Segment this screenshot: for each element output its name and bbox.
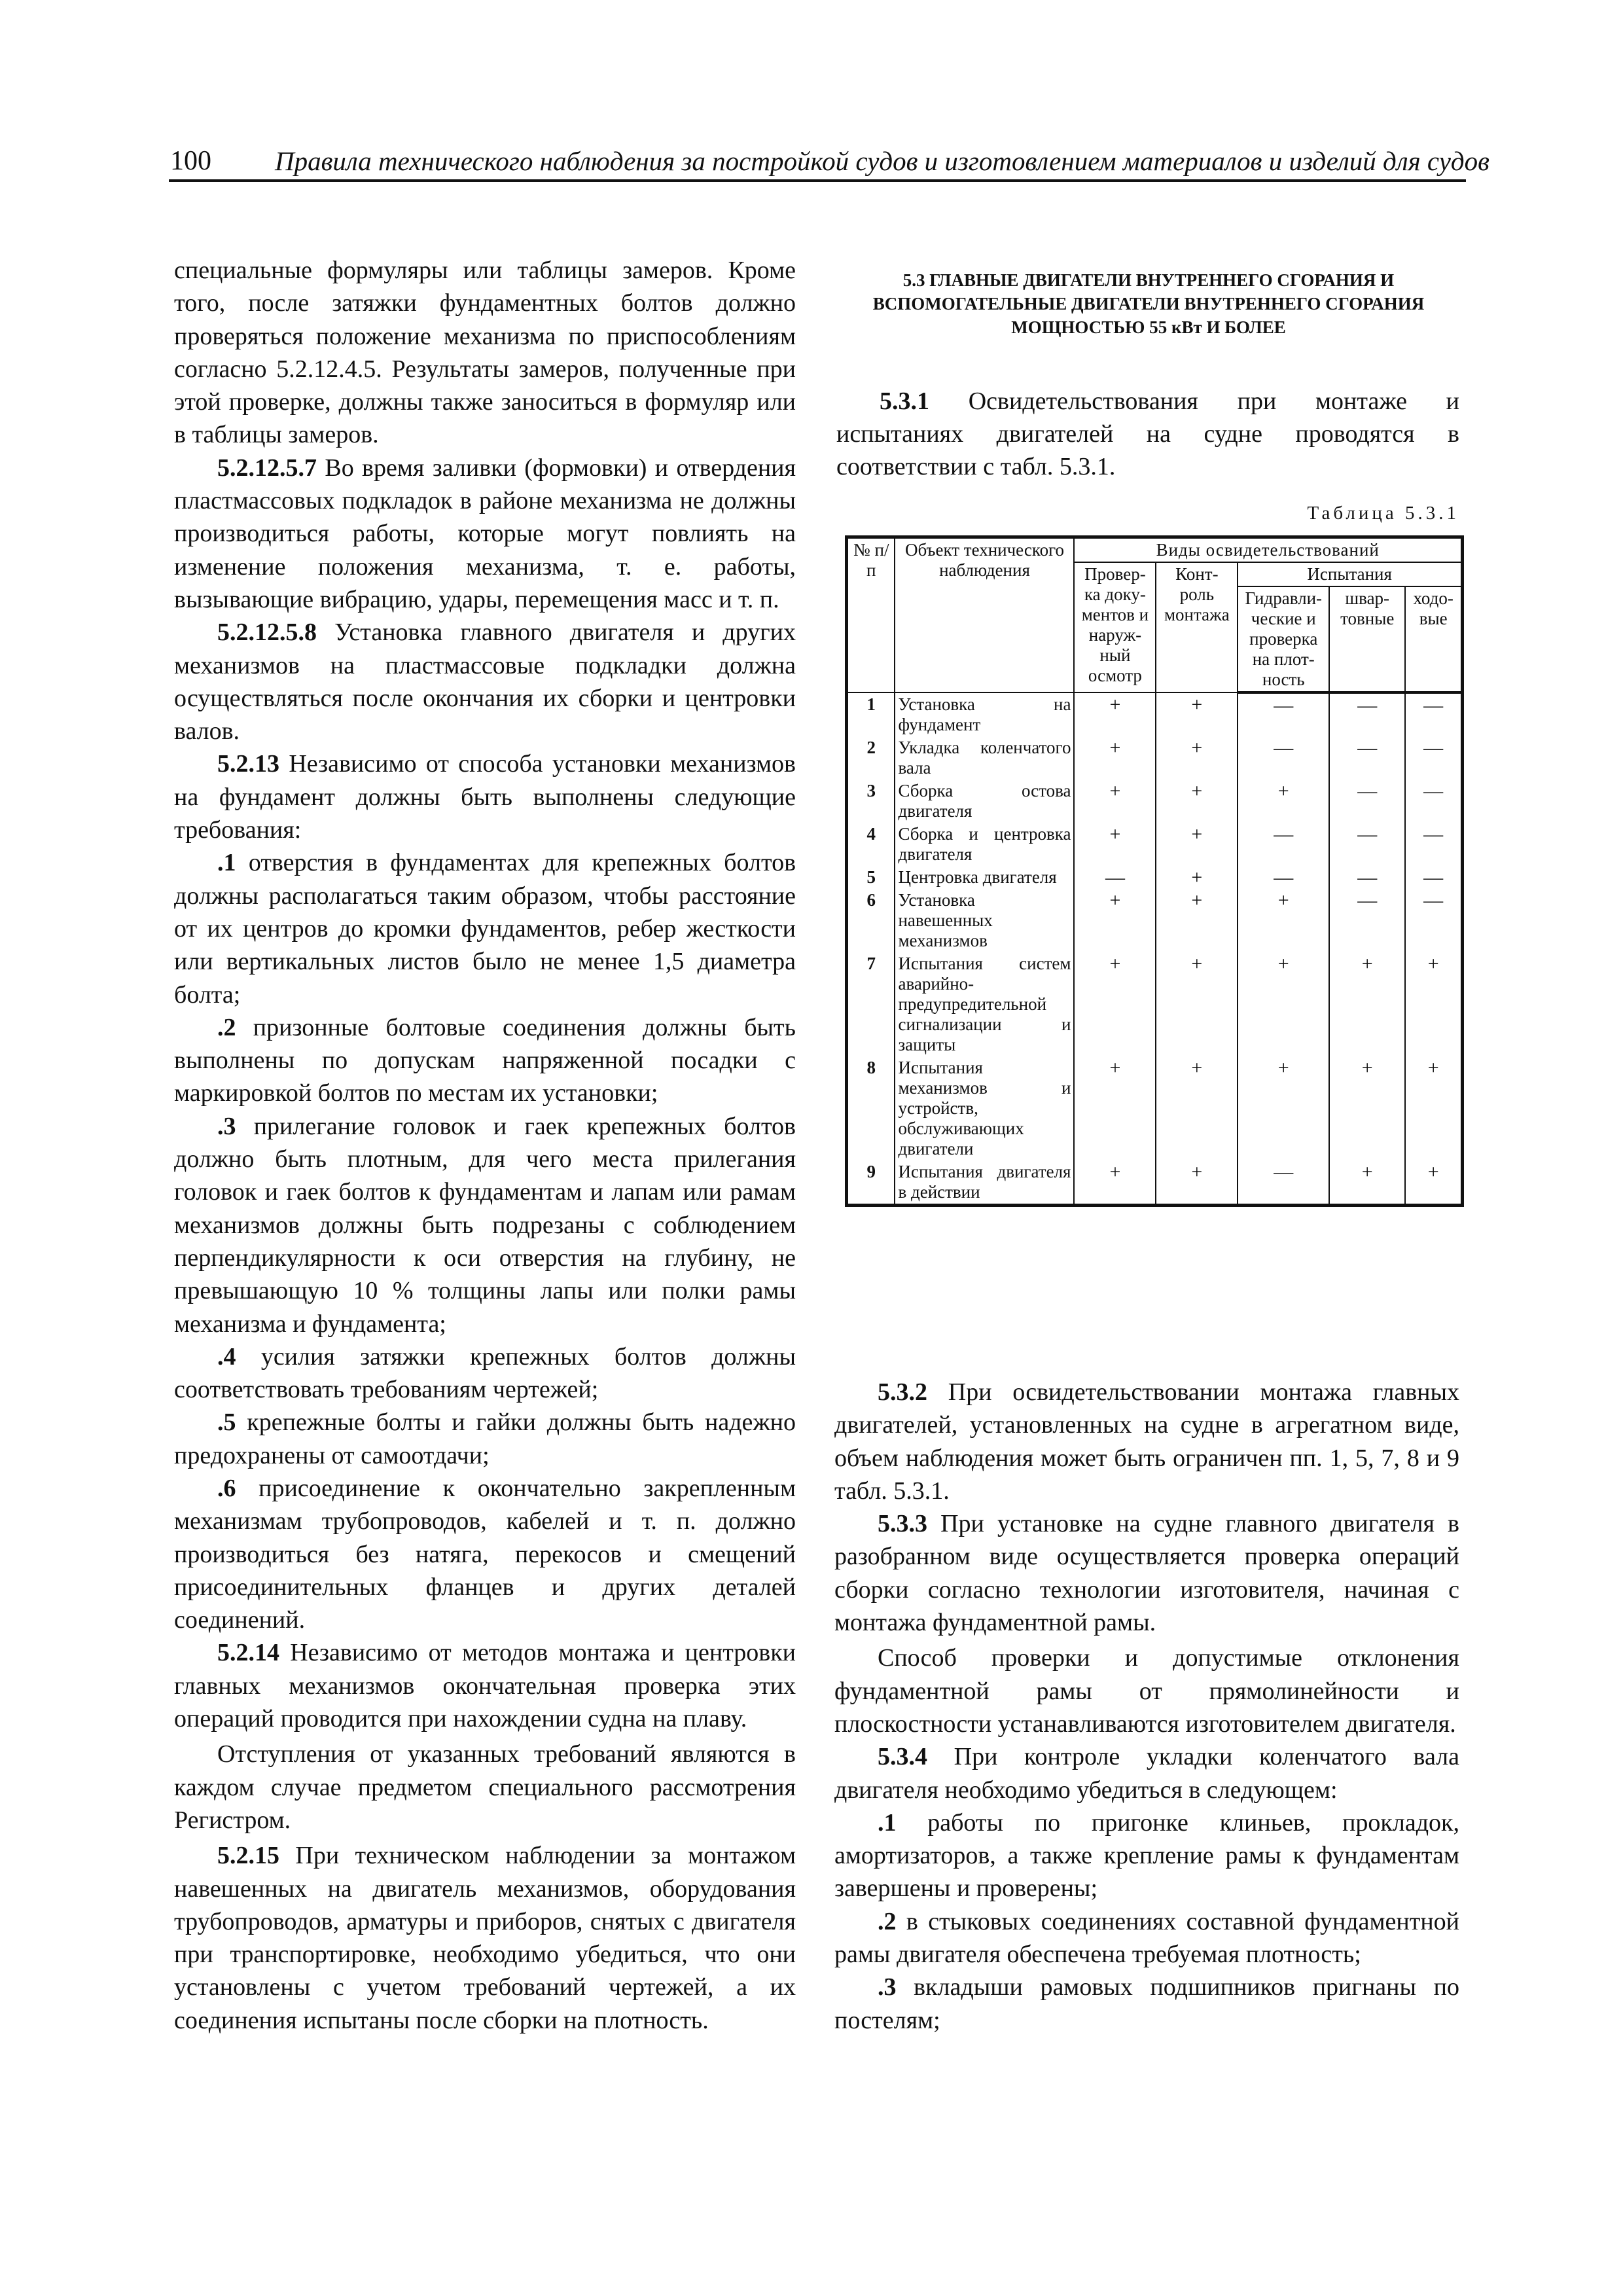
header-sea: ходо-вые: [1405, 586, 1462, 692]
paragraph: .4 усилия затяжки крепежных болтов должны соответствовать требованиям чертежей;: [174, 1342, 796, 1404]
table-row: 3 Сборка остова двигателя + + + — —: [847, 780, 1463, 823]
paragraph: специальные формуляры или таблицы замеров. Кроме того, после затяжки фундаментных болтов должно проверяться положение механизма по приспособлениям согласно 5.2.12.4.5. Результаты замеров, полученные при этой проверке, должны также заноситься в формуляр или в таблицы замеров.: [174, 257, 796, 449]
section-title: 5.3 ГЛАВНЫЕ ДВИГАТЕЛИ ВНУТРЕННЕГО СГОРАНИЯ И ВСПОМОГАТЕЛЬНЫЕ ДВИГАТЕЛИ ВНУТРЕННЕГО СГОРАНИЯ МОЩНОСТЬЮ 55 кВт И БОЛЕЕ: [872, 270, 1425, 337]
table-row: 8 Испытания механизмов и устройств, обслуживающих двигатели + + + + +: [847, 1056, 1463, 1160]
header-tests: Испытания: [1238, 562, 1462, 586]
page-header: [169, 143, 1489, 182]
section-intro: 5.3.1 Освидетельствования при монтаже и испытаниях двигателей на судне проводятся в соответствии с табл. 5.3.1.: [836, 387, 1459, 480]
header-mooring: швар-товные: [1329, 586, 1405, 692]
running-title: Правила технического наблюдения за постройкой судов и изготовлением материалов и изделий для судов: [275, 146, 1489, 176]
table-row: 7 Испытания систем аварийно-предупредительной сигнализации и защиты + + + + +: [847, 952, 1463, 1056]
inspection-table: [845, 535, 1464, 1207]
paragraph: .6 присоединение к окончательно закрепленным механизмам трубопроводов, кабелей и т. п. должно производиться без натяга, перекосов и смещений присоединительных фланцев и других деталей соединений.: [174, 1474, 796, 1634]
paragraph: .3 вкладыши рамовых подшипников пригнаны по постелям;: [834, 1973, 1459, 2034]
paragraph: 5.2.14 Независимо от методов монтажа и центровки главных механизмов окончательная проверка этих операций проводится при нахождении судна на плаву.: [174, 1639, 796, 1733]
paragraph: 5.3.4 При контроле укладки коленчатого вала двигателя необходимо убедиться в следующем:: [834, 1743, 1459, 1804]
right-column: [834, 1376, 1459, 2037]
paragraph: 5.2.13 Независимо от способа установки механизмов на фундамент должны быть выполнены следующие требования:: [174, 750, 796, 844]
header-install-control: Конт-роль монтажа: [1156, 562, 1238, 692]
header-kinds: Виды освидетельствований: [1074, 537, 1462, 563]
paragraph: .3 прилегание головок и гаек крепежных болтов должно быть плотным, для чего места прилегания головок и гаек болтов к фундаментам и лапам или рамам механизмов должны быть подрезаны с соблюдением перпендикулярности к оси отверстия на глубину, не превышающую 10 % толщины лапы или полки рамы механизма и фундамента;: [174, 1112, 796, 1338]
table-row: 5 Центровка двигателя — + — — —: [847, 866, 1463, 889]
table-row: 6 Установка навешенных механизмов + + + — —: [847, 889, 1463, 952]
paragraph: Отступления от указанных требований являются в каждом случае предметом специального рассмотрения Регистром.: [174, 1740, 796, 1834]
paragraph: .2 призонные болтовые соединения должны быть выполнены по допускам напряженной посадки с маркировкой болтов по местам их установки;: [174, 1013, 796, 1107]
paragraph: .2 в стыковых соединениях составной фундаментной рамы двигателя обеспечена требуемая плотность;: [834, 1907, 1460, 1969]
header-hydraulic: Гидравли-ческие и проверка на плот-ность: [1238, 586, 1329, 692]
left-column: [174, 254, 796, 2037]
paragraph: 5.2.12.5.8 Установка главного двигателя и других механизмов на пластмассовые подкладки должна осуществляться после окончания их сборки и центровки валов.: [174, 619, 796, 745]
paragraph: .1 работы по пригонке клиньев, прокладок, амортизаторов, а также крепление рамы к фундаментам завершены и проверены;: [834, 1808, 1459, 1903]
paragraph: .5 крепежные болты и гайки должны быть надежно предохранены от самоотдачи;: [174, 1408, 796, 1469]
header-object: Объект технического наблюдения: [895, 537, 1074, 693]
table-row: 9 Испытания двигателя в действии + + — + +: [847, 1160, 1463, 1206]
table-row: 1 Установка на фундамент + + — — —: [847, 692, 1463, 736]
table-row: 2 Укладка коленчатого вала + + — — —: [847, 736, 1463, 780]
header-num: № п/п: [847, 537, 895, 693]
paragraph: Способ проверки и допустимые отклонения фундаментной рамы от прямолинейности и плоскостности устанавливаются изготовителем двигателя.: [834, 1644, 1459, 1738]
header-doc-check: Провер-ка доку-ментов и наруж-ный осмотр: [1074, 562, 1156, 692]
paragraph: 5.3.2 При освидетельствовании монтажа главных двигателей, установленных на судне в агрегатном виде, объем наблюдения может быть ограничен пп. 1, 5, 7, 8 и 9 табл. 5.3.1.: [834, 1378, 1460, 1505]
paragraph: 5.3.3 При установке на судне главного двигателя в разобранном виде осуществляется проверка операций сборки согласно технологии изготовителя, начиная с монтажа фундаментной рамы.: [834, 1510, 1460, 1637]
paragraph: 5.2.12.5.7 Во время заливки (формовки) и отвердения пластмассовых подкладок в районе механизма не должны производиться работы, которые могут повлиять на изменение положения механизма, т. е. работы, вызывающие вибрацию, удары, перемещения масс и т. п.: [174, 454, 796, 613]
table-row: 4 Сборка и центровка двигателя + + — — —: [847, 823, 1463, 866]
page-number: 100: [170, 146, 211, 176]
paragraph: 5.2.15 При техническом наблюдении за монтажом навешенных на двигатель механизмов, оборудования трубопроводов, арматуры и приборов, снятых с двигателя при транспортировке, необходимо убедиться, что они установлены с учетом требований чертежей, а их соединения испытаны после сборки на плотность.: [174, 1842, 796, 2034]
paragraph: .1 отверстия в фундаментах для крепежных болтов должны располагаться таким образом, чтобы расстояние от их центров до кромки фундаментов, ребер жесткости или вертикальных листов было не менее 1,5 диаметра болта;: [174, 849, 796, 1009]
table-caption: Таблица 5.3.1: [1307, 503, 1459, 524]
